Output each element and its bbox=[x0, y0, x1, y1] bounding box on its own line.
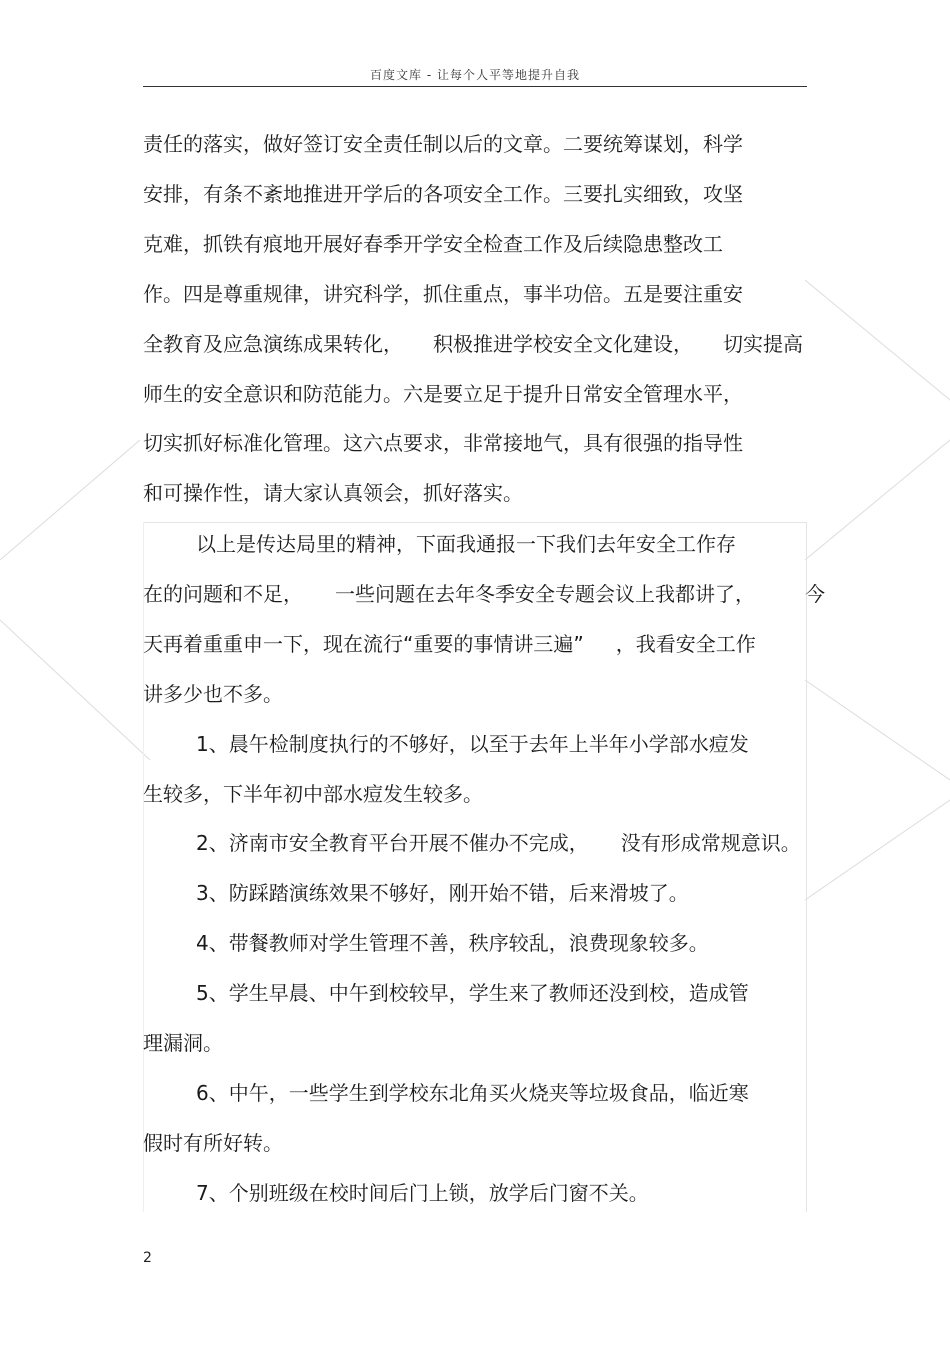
text-segment: 今 bbox=[805, 582, 825, 606]
text-line bbox=[143, 582, 825, 606]
header-rule bbox=[143, 86, 807, 87]
text-line: 作。四是尊重规律，讲究科学，抓住重点，事半功倍。五是要注重安 bbox=[143, 282, 743, 306]
text-segment: 全教育及应急演练成果转化， bbox=[143, 332, 403, 356]
page-header: 百度文库 - 让每个人平等地提升自我 bbox=[370, 68, 580, 82]
text-segment: 天再着重重申一下，现在流行“重要的事情讲三遍” bbox=[143, 632, 584, 656]
text-line: 以上是传达局里的精神，下面我通报一下我们去年安全工作存 bbox=[196, 532, 736, 556]
frame-left-border bbox=[143, 522, 144, 1212]
text-segment: 2、济南市安全教育平台开展不催办不完成， bbox=[196, 831, 589, 855]
list-item: 1、晨午检制度执行的不够好，以至于去年上半年小学部水痘发 bbox=[196, 732, 749, 756]
list-item: 6、中午，一些学生到学校东北角买火烧夹等垃圾食品，临近寒 bbox=[196, 1081, 749, 1105]
list-item-continuation: 假时有所好转。 bbox=[143, 1131, 283, 1155]
list-item bbox=[196, 831, 801, 855]
text-line: 讲多少也不多。 bbox=[143, 682, 283, 706]
list-item: 3、防踩踏演练效果不够好，刚开始不错，后来滑坡了。 bbox=[196, 881, 689, 905]
text-line bbox=[143, 332, 803, 356]
list-item: 5、学生早晨、中午到校较早，学生来了教师还没到校，造成管 bbox=[196, 981, 749, 1005]
list-item-continuation: 理漏洞。 bbox=[143, 1031, 223, 1055]
text-line: 责任的落实，做好签订安全责任制以后的文章。二要统筹谋划，科学 bbox=[143, 132, 743, 156]
page-number: 2 bbox=[143, 1250, 152, 1266]
frame-top-border bbox=[143, 522, 807, 523]
text-segment: ，我看安全工作 bbox=[615, 632, 756, 656]
text-segment: 没有形成常规意识。 bbox=[620, 831, 801, 855]
text-segment: 切实提高 bbox=[723, 332, 803, 356]
text-line: 安排，有条不紊地推进开学后的各项安全工作。三要扎实细致，攻坚 bbox=[143, 182, 743, 206]
text-segment: 一些问题在去年冬季安全专题会议上我都讲了， bbox=[335, 582, 755, 606]
list-item: 4、带餐教师对学生管理不善，秩序较乱，浪费现象较多。 bbox=[196, 931, 709, 955]
text-line: 切实抓好标准化管理。这六点要求，非常接地气，具有很强的指导性 bbox=[143, 431, 743, 455]
frame-right-border bbox=[806, 522, 807, 1212]
list-item: 7、个别班级在校时间后门上锁，放学后门窗不关。 bbox=[196, 1181, 649, 1205]
text-line: 师生的安全意识和防范能力。六是要立足于提升日常安全管理水平， bbox=[143, 382, 743, 406]
text-line: 和可操作性，请大家认真领会，抓好落实。 bbox=[143, 481, 523, 505]
text-line: 克难，抓铁有痕地开展好春季开学安全检查工作及后续隐患整改工 bbox=[143, 232, 723, 256]
text-line bbox=[143, 632, 756, 656]
text-segment: 在的问题和不足， bbox=[143, 582, 303, 606]
text-segment: 积极推进学校安全文化建设， bbox=[433, 332, 693, 356]
list-item-continuation: 生较多，下半年初中部水痘发生较多。 bbox=[143, 782, 483, 806]
